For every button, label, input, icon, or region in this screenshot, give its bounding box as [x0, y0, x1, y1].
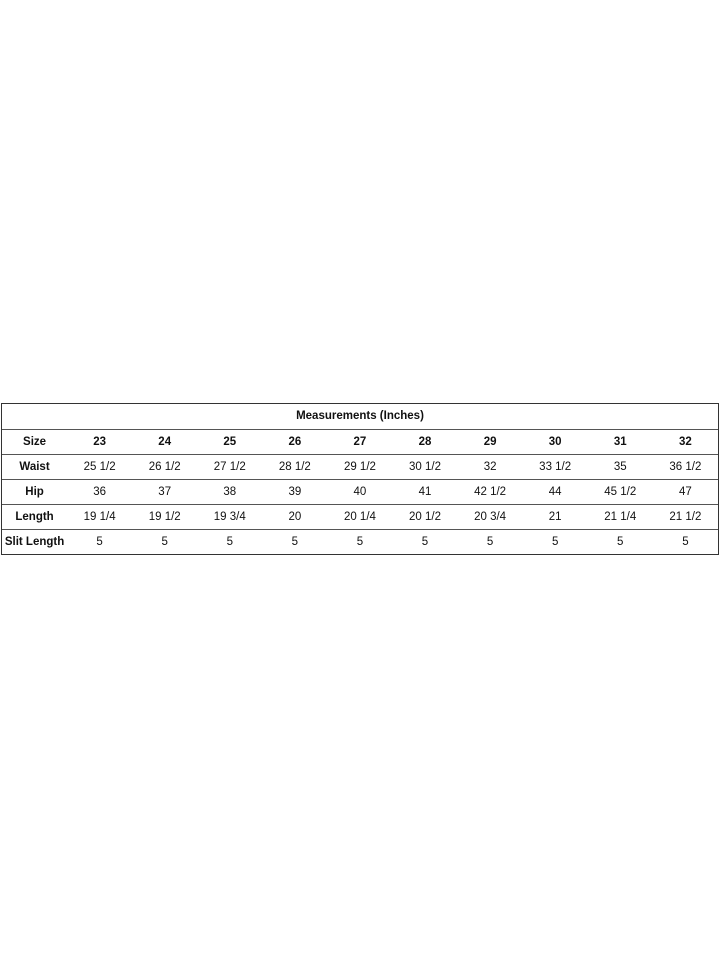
size-cell: 25 [223, 435, 237, 448]
hip-cell: 37 [158, 485, 172, 498]
slit-length-cell: 5 [356, 535, 364, 548]
size-cell: 31 [613, 435, 627, 448]
size-cell: 23 [93, 435, 107, 448]
slit-length-cell: 5 [226, 535, 233, 548]
length-cell: 20 1/4 [343, 510, 376, 523]
size-chart-table [1, 403, 719, 555]
row-label-size: Size [23, 435, 47, 448]
hip-cell: 42 1/2 [474, 485, 507, 498]
length-cell: 19 3/4 [213, 510, 246, 523]
table-row-hip [2, 479, 718, 504]
waist-cell: 27 1/2 [213, 460, 246, 473]
slit-length-cell: 5 [161, 535, 168, 548]
length-cell: 20 1/2 [409, 510, 441, 523]
slit-length-cell: 5 [486, 535, 494, 548]
waist-cell: 28 1/2 [278, 460, 311, 473]
waist-cell: 35 [613, 460, 627, 473]
length-cell: 21 1/2 [669, 510, 702, 523]
length-cell: 20 [288, 510, 302, 523]
hip-cell: 45 1/2 [604, 485, 637, 498]
table-row-size [2, 429, 718, 454]
slit-length-cell: 5 [617, 535, 624, 548]
length-cell: 21 [548, 510, 562, 523]
size-cell: 30 [548, 435, 562, 448]
size-cell: 27 [353, 435, 367, 448]
table-title-row [2, 404, 718, 429]
slit-length-cell: 5 [551, 535, 559, 548]
length-cell: 19 1/4 [83, 510, 116, 523]
row-label-length: Length [15, 510, 54, 523]
hip-cell: 38 [223, 485, 237, 498]
hip-cell: 39 [288, 485, 302, 498]
row-label-slit-length: Slit Length [4, 535, 65, 548]
measurements-table [2, 404, 718, 554]
hip-cell: 44 [548, 485, 562, 498]
waist-cell: 32 [483, 460, 497, 473]
size-cell: 26 [288, 435, 302, 448]
hip-cell: 40 [353, 485, 367, 498]
slit-length-cell: 5 [291, 535, 299, 548]
row-label-hip: Hip [25, 485, 44, 498]
waist-cell: 26 1/2 [148, 460, 181, 473]
size-cell: 28 [418, 435, 432, 448]
length-cell: 19 1/2 [148, 510, 181, 523]
row-label-waist: Waist [19, 460, 50, 473]
table-row-slit-length [2, 529, 718, 554]
waist-cell: 30 1/2 [409, 460, 441, 473]
size-cell: 29 [483, 435, 497, 448]
size-cell: 24 [158, 435, 172, 448]
length-cell: 20 3/4 [474, 510, 507, 523]
table-row-waist [2, 454, 718, 479]
length-cell: 21 1/4 [604, 510, 637, 523]
table-row-length [2, 504, 718, 529]
hip-cell: 41 [418, 485, 432, 498]
size-cell: 32 [678, 435, 692, 448]
slit-length-cell: 5 [682, 535, 689, 548]
hip-cell: 47 [678, 485, 692, 498]
waist-cell: 36 1/2 [669, 460, 702, 473]
slit-length-cell: 5 [421, 535, 429, 548]
waist-cell: 25 1/2 [83, 460, 116, 473]
hip-cell: 36 [93, 485, 107, 498]
table-title: Measurements (Inches) [296, 410, 424, 423]
slit-length-cell: 5 [96, 535, 103, 548]
waist-cell: 33 1/2 [539, 460, 572, 473]
waist-cell: 29 1/2 [343, 460, 376, 473]
